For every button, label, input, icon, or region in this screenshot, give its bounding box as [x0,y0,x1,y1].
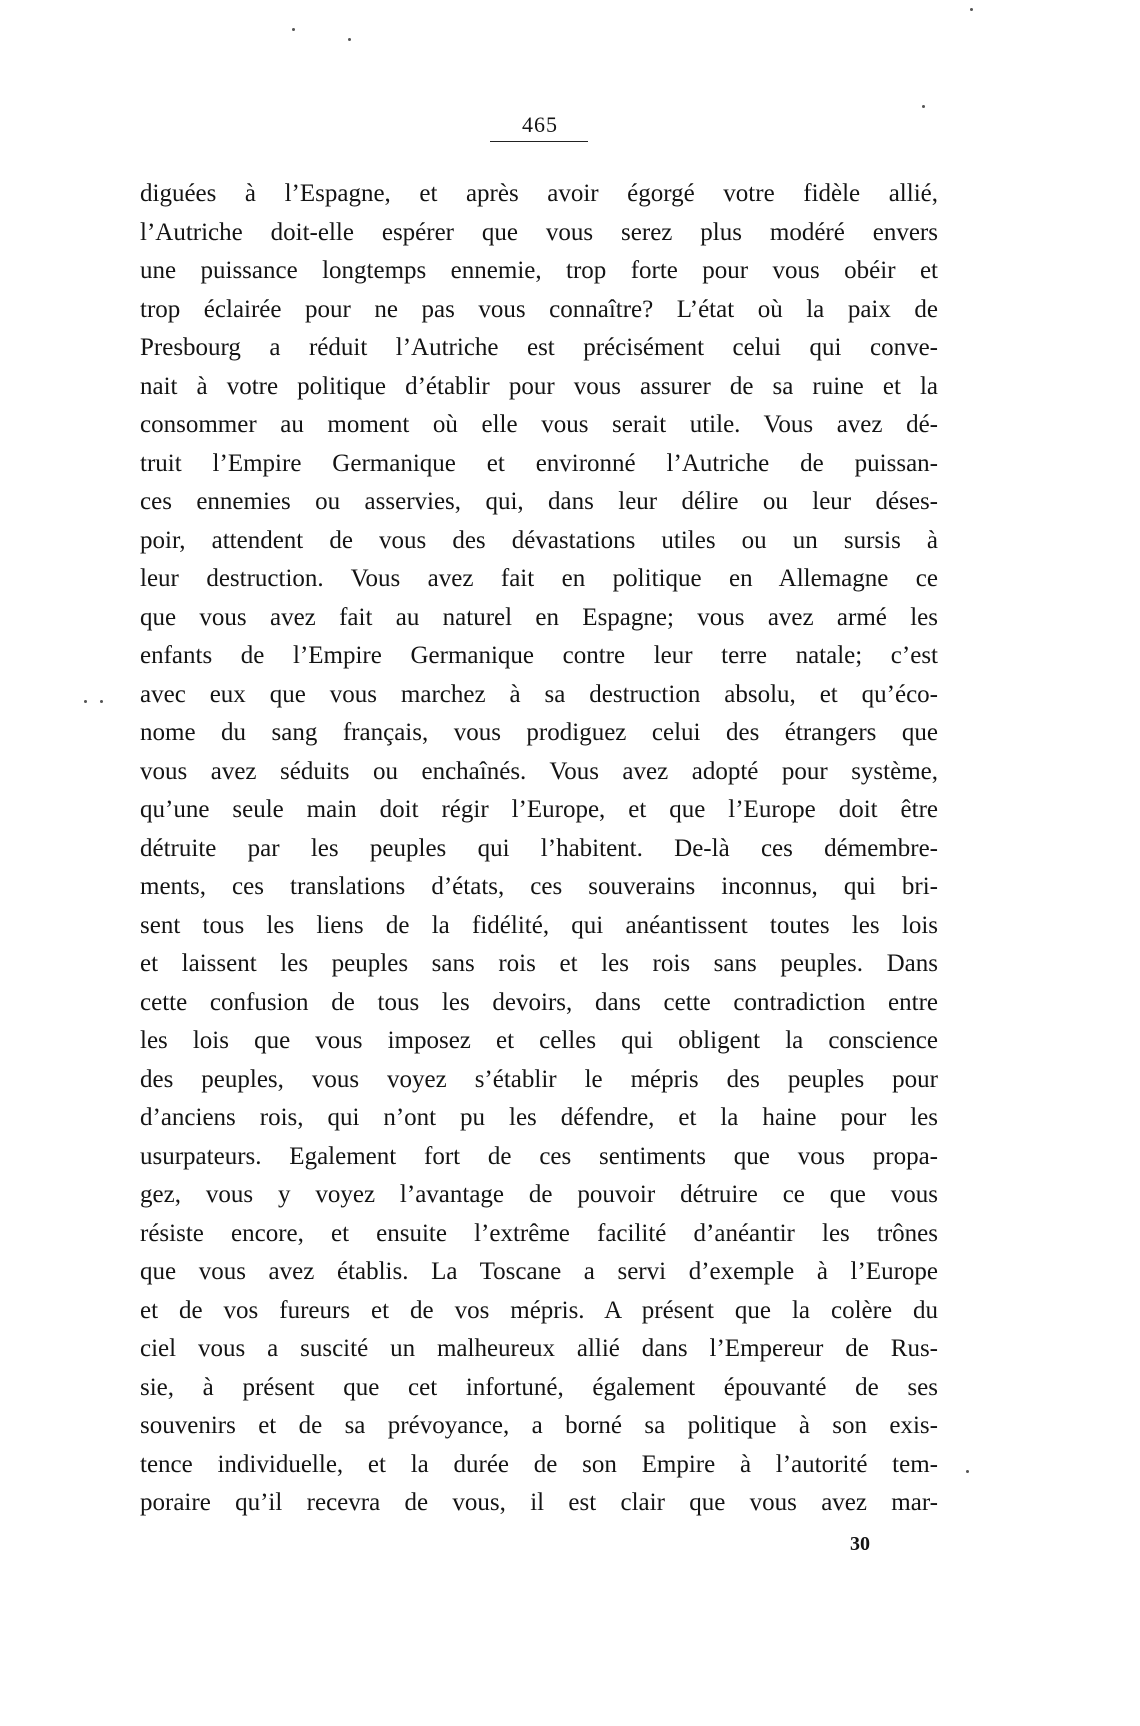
text-line: enfants de l’Empire Germanique contre leur terre natale; c’est [140,642,938,669]
scan-speck [100,700,103,703]
text-line: les lois que vous imposez et celles qui obligent la conscience [140,1027,938,1054]
signature-mark: 30 [850,1533,870,1555]
text-line: avec eux que vous marchez à sa destruction absolu, et qu’éco- [140,680,938,708]
scan-speck [922,105,925,108]
body-text [140,175,938,1523]
text-line: usurpateurs. Egalement fort de ces sentiments que vous propa- [140,1142,938,1170]
text-line: cette confusion de tous les devoirs, dans cette contradiction entre [140,988,938,1016]
scan-speck [348,38,351,41]
text-line: qu’une seule main doit régir l’Europe, et que l’Europe doit être [140,796,938,823]
text-line: sie, à présent que cet infortuné, également épouvanté de ses [140,1373,938,1401]
scan-speck [966,1470,969,1473]
scan-speck [970,8,973,11]
text-line: ciel vous a suscité un malheureux allié dans l’Empereur de Rus- [140,1335,938,1362]
text-line: Presbourg a réduit l’Autriche est précisément celui qui conve- [140,334,938,361]
text-line: souvenirs et de sa prévoyance, a borné sa politique à son exis- [140,1412,938,1439]
header-rule [490,141,588,142]
text-line: tence individuelle, et la durée de son Empire à l’autorité tem- [140,1450,938,1478]
text-line: poraire qu’il recevra de vous, il est clair que vous avez mar- [140,1489,938,1516]
text-line: sent tous les liens de la fidélité, qui anéantissent toutes les lois [140,911,938,939]
scan-speck [292,28,295,31]
text-line: d’anciens rois, qui n’ont pu les défendre, et la haine pour les [140,1104,938,1131]
text-line: ces ennemies ou asservies, qui, dans leur délire ou leur déses- [140,488,938,515]
text-line: que vous avez fait au naturel en Espagne; vous avez armé les [140,603,938,631]
text-line: l’Autriche doit-elle espérer que vous serez plus modéré envers [140,218,938,246]
text-line: diguées à l’Espagne, et après avoir égorgé votre fidèle allié, [140,180,938,207]
text-line: truit l’Empire Germanique et environné l’Autriche de puissan- [140,449,938,477]
text-line: et de vos fureurs et de vos mépris. A présent que la colère du [140,1296,938,1324]
text-line: ments, ces translations d’états, ces souverains inconnus, qui bri- [140,873,938,900]
text-line: poir, attendent de vous des dévastations utiles ou un sursis à [140,526,938,554]
text-line: trop éclairée pour ne pas vous connaître? L’état où la paix de [140,295,938,323]
text-line: détruite par les peuples qui l’habitent. De-là ces démembre- [140,834,938,862]
text-line: nome du sang français, vous prodiguez celui des étrangers que [140,719,938,746]
text-line: et laissent les peuples sans rois et les rois sans peuples. Dans [140,950,938,977]
page-number: 465 [522,112,558,137]
text-line: vous avez séduits ou enchaînés. Vous avez adopté pour système, [140,757,938,785]
text-line: leur destruction. Vous avez fait en politique en Allemagne ce [140,565,938,592]
text-line: des peuples, vous voyez s’établir le mépris des peuples pour [140,1065,938,1093]
text-line: que vous avez établis. La Toscane a servi d’exemple à l’Europe [140,1258,938,1285]
text-line: consommer au moment où elle vous serait utile. Vous avez dé- [140,411,938,438]
text-line: une puissance longtemps ennemie, trop forte pour vous obéir et [140,257,938,284]
scan-speck [84,700,87,703]
text-line: résiste encore, et ensuite l’extrême facilité d’anéantir les trônes [140,1219,938,1247]
text-line: gez, vous y voyez l’avantage de pouvoir détruire ce que vous [140,1181,938,1208]
text-line: nait à votre politique d’établir pour vous assurer de sa ruine et la [140,372,938,400]
